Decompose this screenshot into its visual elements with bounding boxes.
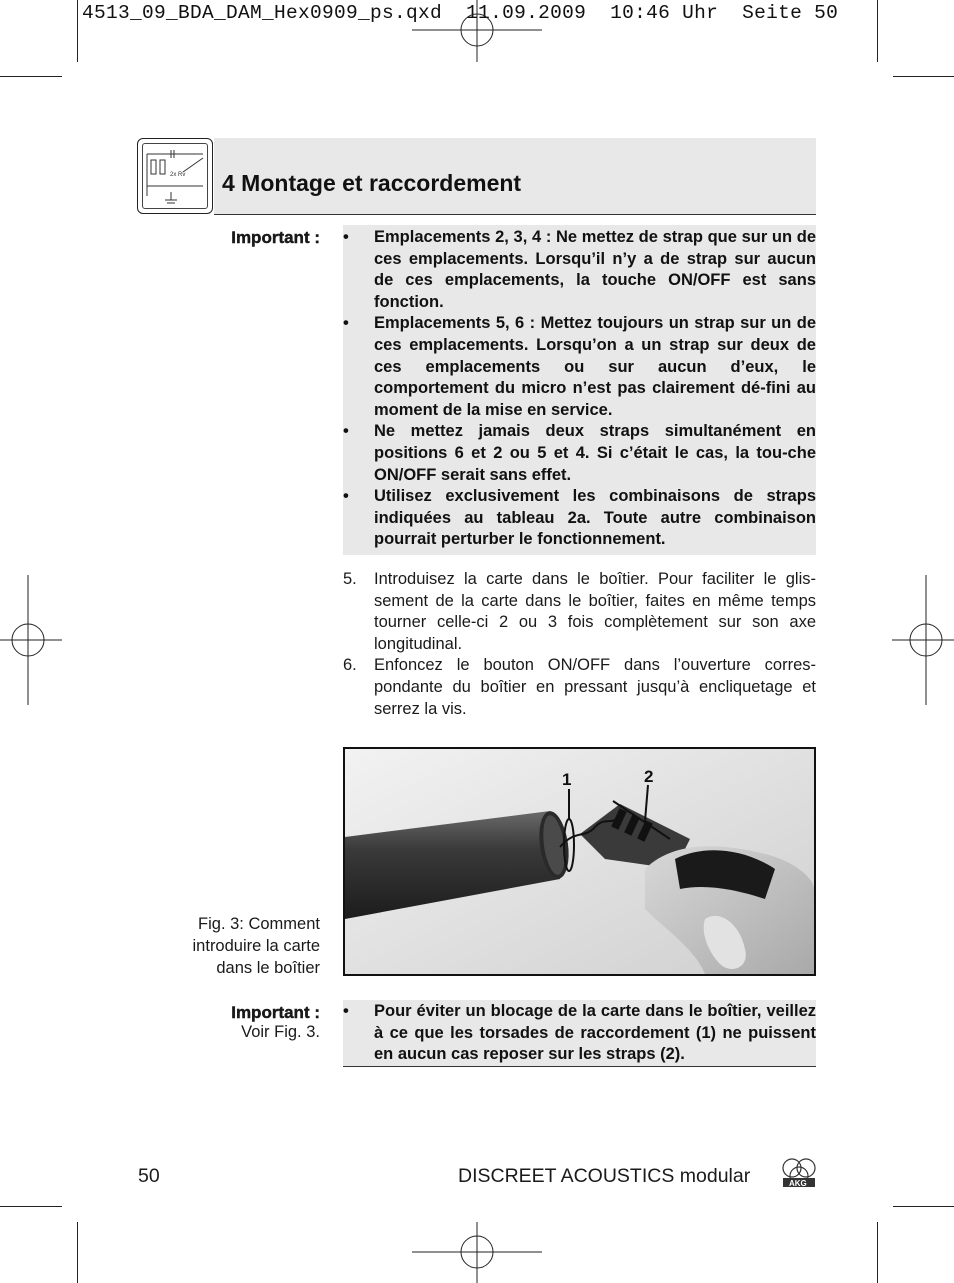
product-name: DISCREET ACOUSTICS modular <box>458 1165 751 1187</box>
circuit-icon <box>143 144 207 208</box>
important-note: • Pour éviter un blocage de la carte dans le boîtier, veillez à ce que les torsades de raccordement (1) ne puissent en aucun cas reposer sur les straps (2). <box>343 1002 816 1064</box>
registration-mark-right <box>892 575 954 705</box>
chapter-title: 4 Montage et raccordement <box>222 170 522 196</box>
important-notes-box <box>343 225 816 555</box>
figure-3-photo <box>343 747 816 976</box>
important-note: • Emplacements 5, 6 : Mettez toujours un strap sur un de ces emplacements. Lorsqu’on a un strap sur deux de ces emplacements ou sur aucun d’eux, le comportement du micro n’est pas clairement dé-fini au moment de la mise en service. <box>343 314 816 419</box>
section-rule <box>343 1066 816 1067</box>
page-number: 50 <box>138 1165 160 1187</box>
callout-2: 2 <box>644 767 654 786</box>
important-note-box-2 <box>343 1000 816 1066</box>
figure-caption: Fig. 3: Comment introduire la carte dans le boîtier <box>192 915 320 977</box>
chapter-icon <box>137 138 213 214</box>
assembly-steps <box>343 569 816 720</box>
important-label-2: Important : <box>231 1003 320 1022</box>
important-label: Important : <box>231 228 320 247</box>
svg-text:2x Rv: 2x Rv <box>170 172 186 178</box>
registration-mark-top <box>412 0 542 62</box>
callout-1: 1 <box>562 770 572 789</box>
registration-mark-bottom <box>412 1222 542 1283</box>
svg-text:AKG: AKG <box>789 1179 807 1188</box>
important-reference: Voir Fig. 3. <box>241 1023 320 1041</box>
registration-mark-left <box>0 575 62 705</box>
akg-logo-icon <box>780 1156 818 1190</box>
print-slug-line: 4513_09_BDA_DAM_Hex0909_ps.qxd 11.09.2009 10:46 Uhr Seite 50 <box>82 2 839 24</box>
important-note: • Utilisez exclusivement les combinaisons de straps indiquées au tableau 2a. Toute autre combinaison pourrait perturber le fonctionnement. <box>343 487 816 549</box>
important-note: • Emplacements 2, 3, 4 : Ne mettez de strap que sur un de ces emplacements. Lorsqu’il n’y a de strap sur aucun de ces emplacements, la touche ON/OFF est sans fonction. <box>343 228 816 311</box>
important-note: • Ne mettez jamais deux straps simultanément en positions 6 et 2 ou 5 et 4. Si c’était le cas, la tou-che ON/OFF serait sans effet. <box>343 422 816 484</box>
step-item: 5. Introduisez la carte dans le boîtier. Pour faciliter le glis-sement de la carte dans le boîtier, faites en même temps tourner celle-ci 2 ou 3 fois complètement sur son axe longitudinal. <box>343 570 816 653</box>
card-insertion-illustration <box>345 749 814 974</box>
step-item: 6. Enfoncez le bouton ON/OFF dans l’ouverture corres-pondante du boîtier en pressant jusqu’à encliquetage et serrez la vis. <box>343 656 816 718</box>
